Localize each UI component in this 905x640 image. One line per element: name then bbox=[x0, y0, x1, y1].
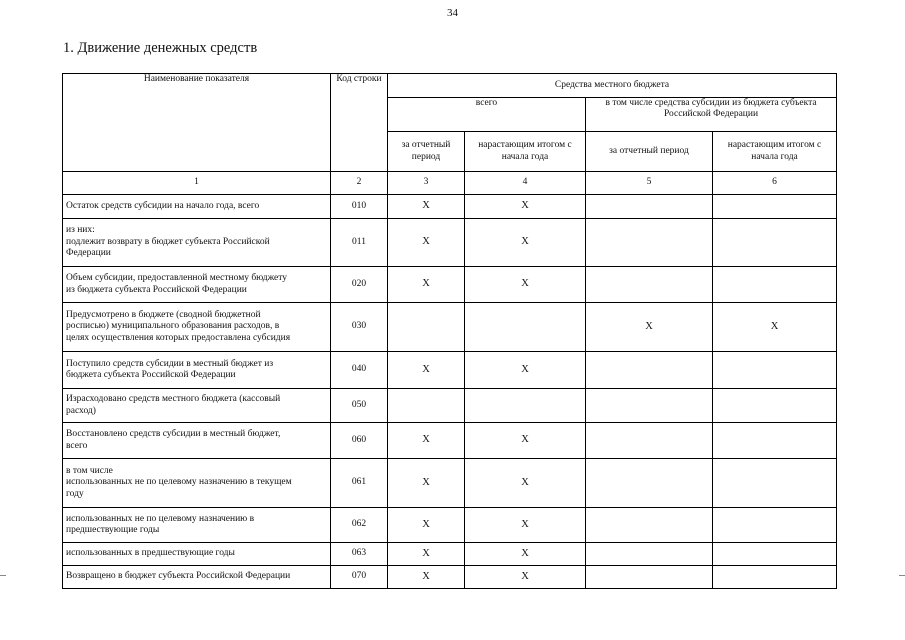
value-cell-c6 bbox=[713, 389, 837, 423]
value-cell-c4: X bbox=[465, 352, 586, 389]
value-cell-c5 bbox=[586, 389, 713, 423]
value-cell-c6 bbox=[713, 195, 837, 219]
table-row bbox=[63, 303, 837, 352]
indicator-name-line: из бюджета субъекта Российской Федерации bbox=[66, 284, 247, 295]
indicator-name-line: подлежит возврату в бюджет субъекта Российской bbox=[66, 236, 270, 247]
value-cell-c5 bbox=[586, 566, 713, 589]
value-cell-c4: X bbox=[465, 219, 586, 267]
value-cell-c5 bbox=[586, 195, 713, 219]
value-cell-c4 bbox=[465, 303, 586, 352]
table-body bbox=[63, 195, 837, 589]
column-number-row bbox=[63, 172, 837, 195]
indicator-name bbox=[63, 543, 331, 566]
value-cell-c4: X bbox=[465, 566, 586, 589]
value-cell-c6 bbox=[713, 219, 837, 267]
row-code: 070 bbox=[331, 566, 388, 589]
row-code: 061 bbox=[331, 459, 388, 508]
value-cell-c4: X bbox=[465, 508, 586, 543]
value-cell-c3: X bbox=[388, 267, 465, 303]
row-code: 011 bbox=[331, 219, 388, 267]
header-local-budget: Средства местного бюджета bbox=[388, 74, 837, 98]
column-number: 3 bbox=[388, 172, 465, 195]
value-cell-c3: X bbox=[388, 459, 465, 508]
value-cell-c4: X bbox=[465, 423, 586, 459]
row-code: 020 bbox=[331, 267, 388, 303]
value-cell-c3: X bbox=[388, 508, 465, 543]
indicator-name-line: Восстановлено средств субсидии в местный бюджет, bbox=[66, 429, 281, 440]
column-number: 1 bbox=[63, 172, 331, 195]
page-number: 34 bbox=[447, 7, 458, 19]
column-number: 6 bbox=[713, 172, 837, 195]
value-cell-c3: X bbox=[388, 352, 465, 389]
header-row-code: Код строки bbox=[331, 74, 388, 172]
value-cell-c3 bbox=[388, 303, 465, 352]
value-cell-c6 bbox=[713, 508, 837, 543]
row-code: 030 bbox=[331, 303, 388, 352]
indicator-name-line: использованных в предшествующие годы bbox=[66, 548, 235, 559]
indicator-name-line: Израсходовано средств местного бюджета (кассовый bbox=[66, 394, 281, 405]
value-cell-c5 bbox=[586, 352, 713, 389]
value-cell-c5 bbox=[586, 543, 713, 566]
value-cell-c5 bbox=[586, 423, 713, 459]
value-cell-c6 bbox=[713, 352, 837, 389]
row-code: 062 bbox=[331, 508, 388, 543]
value-cell-c6 bbox=[713, 543, 837, 566]
indicator-name-line: Предусмотрено в бюджете (сводной бюджетной bbox=[66, 309, 261, 320]
indicator-name bbox=[63, 303, 331, 352]
header-period-subsidy: за отчетный период bbox=[586, 132, 713, 172]
indicator-name bbox=[63, 389, 331, 423]
table-row bbox=[63, 352, 837, 389]
value-cell-c6 bbox=[713, 459, 837, 508]
indicator-name-line: росписью) муниципального образования расходов, в bbox=[66, 321, 280, 332]
table-row bbox=[63, 423, 837, 459]
row-code: 040 bbox=[331, 352, 388, 389]
value-cell-c6: X bbox=[713, 303, 837, 352]
indicator-name-line: в том числе bbox=[66, 465, 113, 476]
indicator-name bbox=[63, 352, 331, 389]
header-period: за отчетный период bbox=[388, 132, 465, 172]
column-number: 2 bbox=[331, 172, 388, 195]
indicator-name-line: Поступило средств субсидии в местный бюджет из bbox=[66, 358, 274, 369]
header-cumulative-subsidy: нарастающим итогом с начала года bbox=[713, 132, 837, 172]
indicator-name-line: использованных не по целевому назначению в bbox=[66, 513, 255, 524]
indicator-name bbox=[63, 195, 331, 219]
indicator-name bbox=[63, 423, 331, 459]
cash-flow-table bbox=[62, 73, 837, 589]
header-indicator-name: Наименование показателя bbox=[63, 74, 331, 172]
value-cell-c5 bbox=[586, 459, 713, 508]
row-code: 063 bbox=[331, 543, 388, 566]
value-cell-c5 bbox=[586, 219, 713, 267]
indicator-name bbox=[63, 508, 331, 543]
indicator-name bbox=[63, 219, 331, 267]
indicator-name-line: из них: bbox=[66, 225, 95, 236]
header-subsidy: в том числе средства субсидии из бюджета субъекта Российской Федерации bbox=[586, 98, 837, 132]
table-row bbox=[63, 566, 837, 589]
indicator-name-line: Объем субсидии, предоставленной местному бюджету bbox=[66, 273, 288, 284]
indicator-name-line: году bbox=[66, 488, 84, 499]
column-number: 4 bbox=[465, 172, 586, 195]
value-cell-c3: X bbox=[388, 195, 465, 219]
table-row bbox=[63, 267, 837, 303]
value-cell-c6 bbox=[713, 423, 837, 459]
value-cell-c5: X bbox=[586, 303, 713, 352]
value-cell-c4: X bbox=[465, 195, 586, 219]
table-row bbox=[63, 389, 837, 423]
value-cell-c6 bbox=[713, 267, 837, 303]
value-cell-c4: X bbox=[465, 543, 586, 566]
section-title: 1. Движение денежных средств bbox=[63, 40, 258, 56]
value-cell-c3: X bbox=[388, 423, 465, 459]
table-row bbox=[63, 508, 837, 543]
header-cumulative: нарастающим итогом с начала года bbox=[465, 132, 586, 172]
crop-mark-left bbox=[0, 575, 6, 576]
indicator-name bbox=[63, 459, 331, 508]
value-cell-c3 bbox=[388, 389, 465, 423]
table-row bbox=[63, 543, 837, 566]
indicator-name-line: расход) bbox=[66, 405, 96, 416]
value-cell-c4: X bbox=[465, 267, 586, 303]
value-cell-c3: X bbox=[388, 566, 465, 589]
value-cell-c4 bbox=[465, 389, 586, 423]
header-total: всего bbox=[388, 98, 586, 132]
indicator-name-line: Федерации bbox=[66, 248, 111, 259]
value-cell-c4: X bbox=[465, 459, 586, 508]
value-cell-c3: X bbox=[388, 543, 465, 566]
indicator-name-line: Возвращено в бюджет субъекта Российской Федерации bbox=[66, 571, 291, 582]
indicator-name-line: бюджета субъекта Российской Федерации bbox=[66, 370, 236, 380]
indicator-name-line: всего bbox=[66, 440, 88, 451]
table-row bbox=[63, 195, 837, 219]
indicator-name-line: целях осуществления которых предоставлена субсидия bbox=[66, 332, 291, 343]
row-code: 060 bbox=[331, 423, 388, 459]
indicator-name bbox=[63, 267, 331, 303]
table-row bbox=[63, 219, 837, 267]
value-cell-c5 bbox=[586, 508, 713, 543]
value-cell-c5 bbox=[586, 267, 713, 303]
row-code: 010 bbox=[331, 195, 388, 219]
indicator-name-line: Остаток средств субсидии на начало года, всего bbox=[66, 200, 260, 211]
indicator-name-line: использованных не по целевому назначению в текущем bbox=[66, 477, 292, 488]
value-cell-c3: X bbox=[388, 219, 465, 267]
table-row bbox=[63, 459, 837, 508]
indicator-name bbox=[63, 566, 331, 589]
row-code: 050 bbox=[331, 389, 388, 423]
indicator-name-line: предшествующие годы bbox=[66, 525, 160, 535]
value-cell-c6 bbox=[713, 566, 837, 589]
column-number: 5 bbox=[586, 172, 713, 195]
crop-mark-right bbox=[899, 575, 905, 576]
